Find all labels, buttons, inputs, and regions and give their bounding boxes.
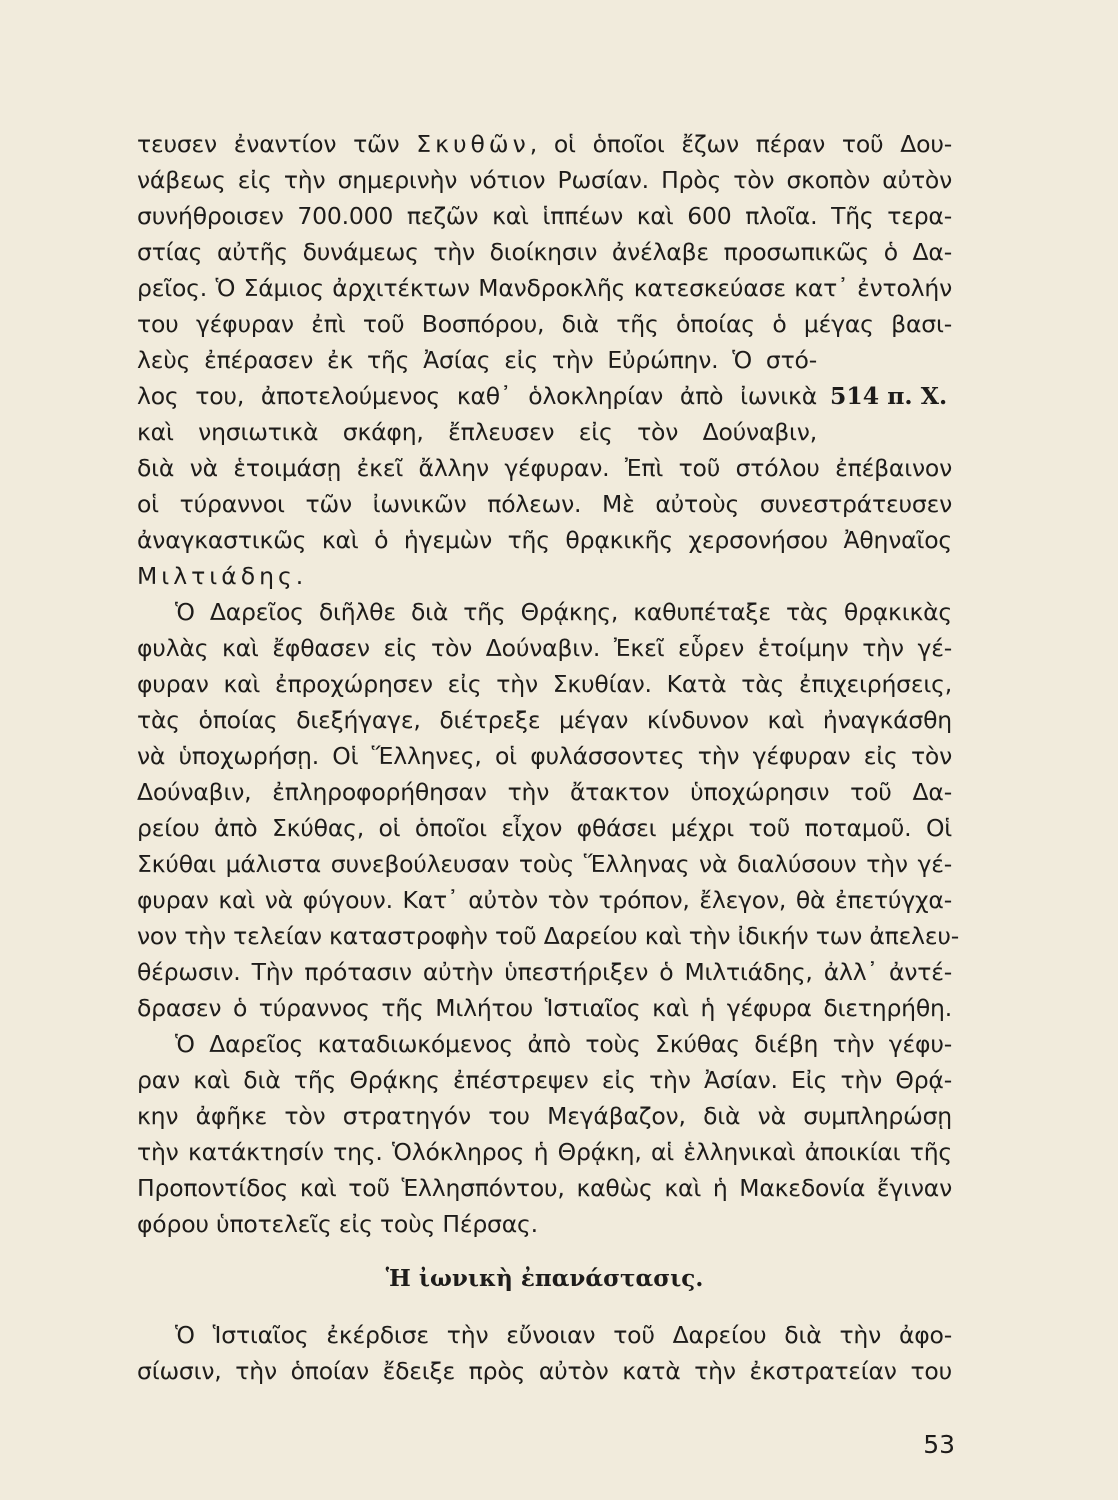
margin-date: 514 π. Χ. [830, 382, 948, 410]
text-line: φυραν καὶ νὰ φύγουν. Κατ᾽ αὐτὸν τὸν τρόπον, ἔλεγον, θὰ ἐπετύγχα- [137, 886, 952, 914]
text-line: τὴν κατάκτησίν της. Ὁλόκληρος ἡ Θρᾴκη, αἱ ἑλληνικαὶ ἀποικίαι τῆς [137, 1138, 952, 1166]
text-line: Σκύθαι μάλιστα συνεβούλευσαν τοὺς Ἕλληνας νὰ διαλύσουν τὴν γέ- [137, 850, 952, 878]
text-line: τὰς ὁποίας διεξήγαγε, διέτρεξε μέγαν κίνδυνον καὶ ἠναγκάσθη [137, 706, 952, 734]
text-line: τευσεν ἐναντίον τῶν Σκυθῶν, οἱ ὁποῖοι ἔζων πέραν τοῦ Δου- [137, 130, 952, 158]
text-line: ρεῖος. Ὁ Σάμιος ἀρχιτέκτων Μανδροκλῆς κατεσκεύασε κατ᾽ ἐντολήν [137, 274, 952, 302]
section-heading: Ἡ ἰωνικὴ ἐπανάστασις. [385, 1265, 704, 1292]
text-line: Μιλτιάδης. [137, 562, 308, 590]
text-line: στίας αὐτῆς δυνάμεως τὴν διοίκησιν ἀνέλαβε προσωπικῶς ὁ Δα- [137, 238, 952, 266]
text-line: Προποντίδος καὶ τοῦ Ἑλλησπόντου, καθὼς καὶ ἡ Μακεδονία ἔγιναν [137, 1174, 952, 1202]
text-line: λεὺς ἐπέρασεν ἐκ τῆς Ἀσίας εἰς τὴν Εὐρώπην. Ὁ στό- [137, 346, 817, 374]
text-line: κην ἀφῆκε τὸν στρατηγόν του Μεγάβαζον, διὰ νὰ συμπληρώσῃ [137, 1102, 952, 1130]
text-line: ραν καὶ διὰ τῆς Θρᾴκης ἐπέστρεψεν εἰς τὴν Ἀσίαν. Εἰς τὴν Θρᾴ- [137, 1066, 952, 1094]
text-line: φυραν καὶ ἐπροχώρησεν εἰς τὴν Σκυθίαν. Κατὰ τὰς ἐπιχειρήσεις, [137, 670, 952, 698]
text-line: του γέφυραν ἐπὶ τοῦ Βοσπόρου, διὰ τῆς ὁποίας ὁ μέγας βασι- [137, 310, 952, 338]
page-number: 53 [923, 1430, 955, 1459]
text-line: νον τὴν τελείαν καταστροφὴν τοῦ Δαρείου καὶ τὴν ἰδικήν των ἀπελευ- [137, 922, 960, 950]
text-line: λος του, ἀποτελούμενος καθ᾽ ὁλοκληρίαν ἀπὸ ἰωνικὰ [137, 382, 817, 410]
text-line: ἀναγκαστικῶς καὶ ὁ ἡγεμὼν τῆς θρᾳκικῆς χερσονήσου Ἀθηναῖος [137, 526, 952, 554]
text-line: διὰ νὰ ἑτοιμάσῃ ἐκεῖ ἄλλην γέφυραν. Ἐπὶ τοῦ στόλου ἐπέβαινον [137, 454, 952, 482]
text-line: σίωσιν, τὴν ὁποίαν ἔδειξε πρὸς αὐτὸν κατὰ τὴν ἐκστρατείαν του [137, 1357, 952, 1385]
text-line: συνήθροισεν 700.000 πεζῶν καὶ ἱππέων καὶ 600 πλοῖα. Τῆς τερα- [137, 202, 952, 230]
text-line: φόρου ὑποτελεῖς εἰς τοὺς Πέρσας. [137, 1210, 538, 1238]
text-line: νάβεως εἰς τὴν σημερινὴν νότιον Ρωσίαν. Πρὸς τὸν σκοπὸν αὐτὸν [137, 166, 952, 194]
text-line: οἱ τύραννοι τῶν ἰωνικῶν πόλεων. Μὲ αὐτοὺς συνεστράτευσεν [137, 490, 952, 518]
text-line: νὰ ὑποχωρήσῃ. Οἱ Ἕλληνες, οἱ φυλάσσοντες τὴν γέφυραν εἰς τὸν [137, 742, 952, 770]
text-line: καὶ νησιωτικὰ σκάφη, ἔπλευσεν εἰς τὸν Δούναβιν, [137, 418, 817, 446]
emphasized-name: Σκυθῶν [416, 130, 530, 158]
text-line: Δούναβιν, ἐπληροφορήθησαν τὴν ἄτακτον ὑποχώρησιν τοῦ Δα- [137, 778, 952, 806]
text-line: φυλὰς καὶ ἔφθασεν εἰς τὸν Δούναβιν. Ἐκεῖ εὗρεν ἑτοίμην τὴν γέ- [137, 634, 952, 662]
text-line: Ὁ Ἱστιαῖος ἐκέρδισε τὴν εὔνοιαν τοῦ Δαρείου διὰ τὴν ἀφο- [175, 1321, 952, 1349]
text-line: θέρωσιν. Τὴν πρότασιν αὐτὴν ὑπεστήριξεν ὁ Μιλτιάδης, ἀλλ᾽ ἀντέ- [137, 958, 952, 986]
text-line: δρασεν ὁ τύραννος τῆς Μιλήτου Ἱστιαῖος καὶ ἡ γέφυρα διετηρήθη. [137, 994, 952, 1022]
text-line: Ὁ Δαρεῖος διῆλθε διὰ τῆς Θρᾴκης, καθυπέταξε τὰς θρᾳκικὰς [175, 598, 952, 626]
text-line: ρείου ἀπὸ Σκύθας, οἱ ὁποῖοι εἶχον φθάσει μέχρι τοῦ ποταμοῦ. Οἱ [137, 814, 952, 842]
text-line: Ὁ Δαρεῖος καταδιωκόμενος ἀπὸ τοὺς Σκύθας διέβη τὴν γέφυ- [175, 1030, 952, 1058]
